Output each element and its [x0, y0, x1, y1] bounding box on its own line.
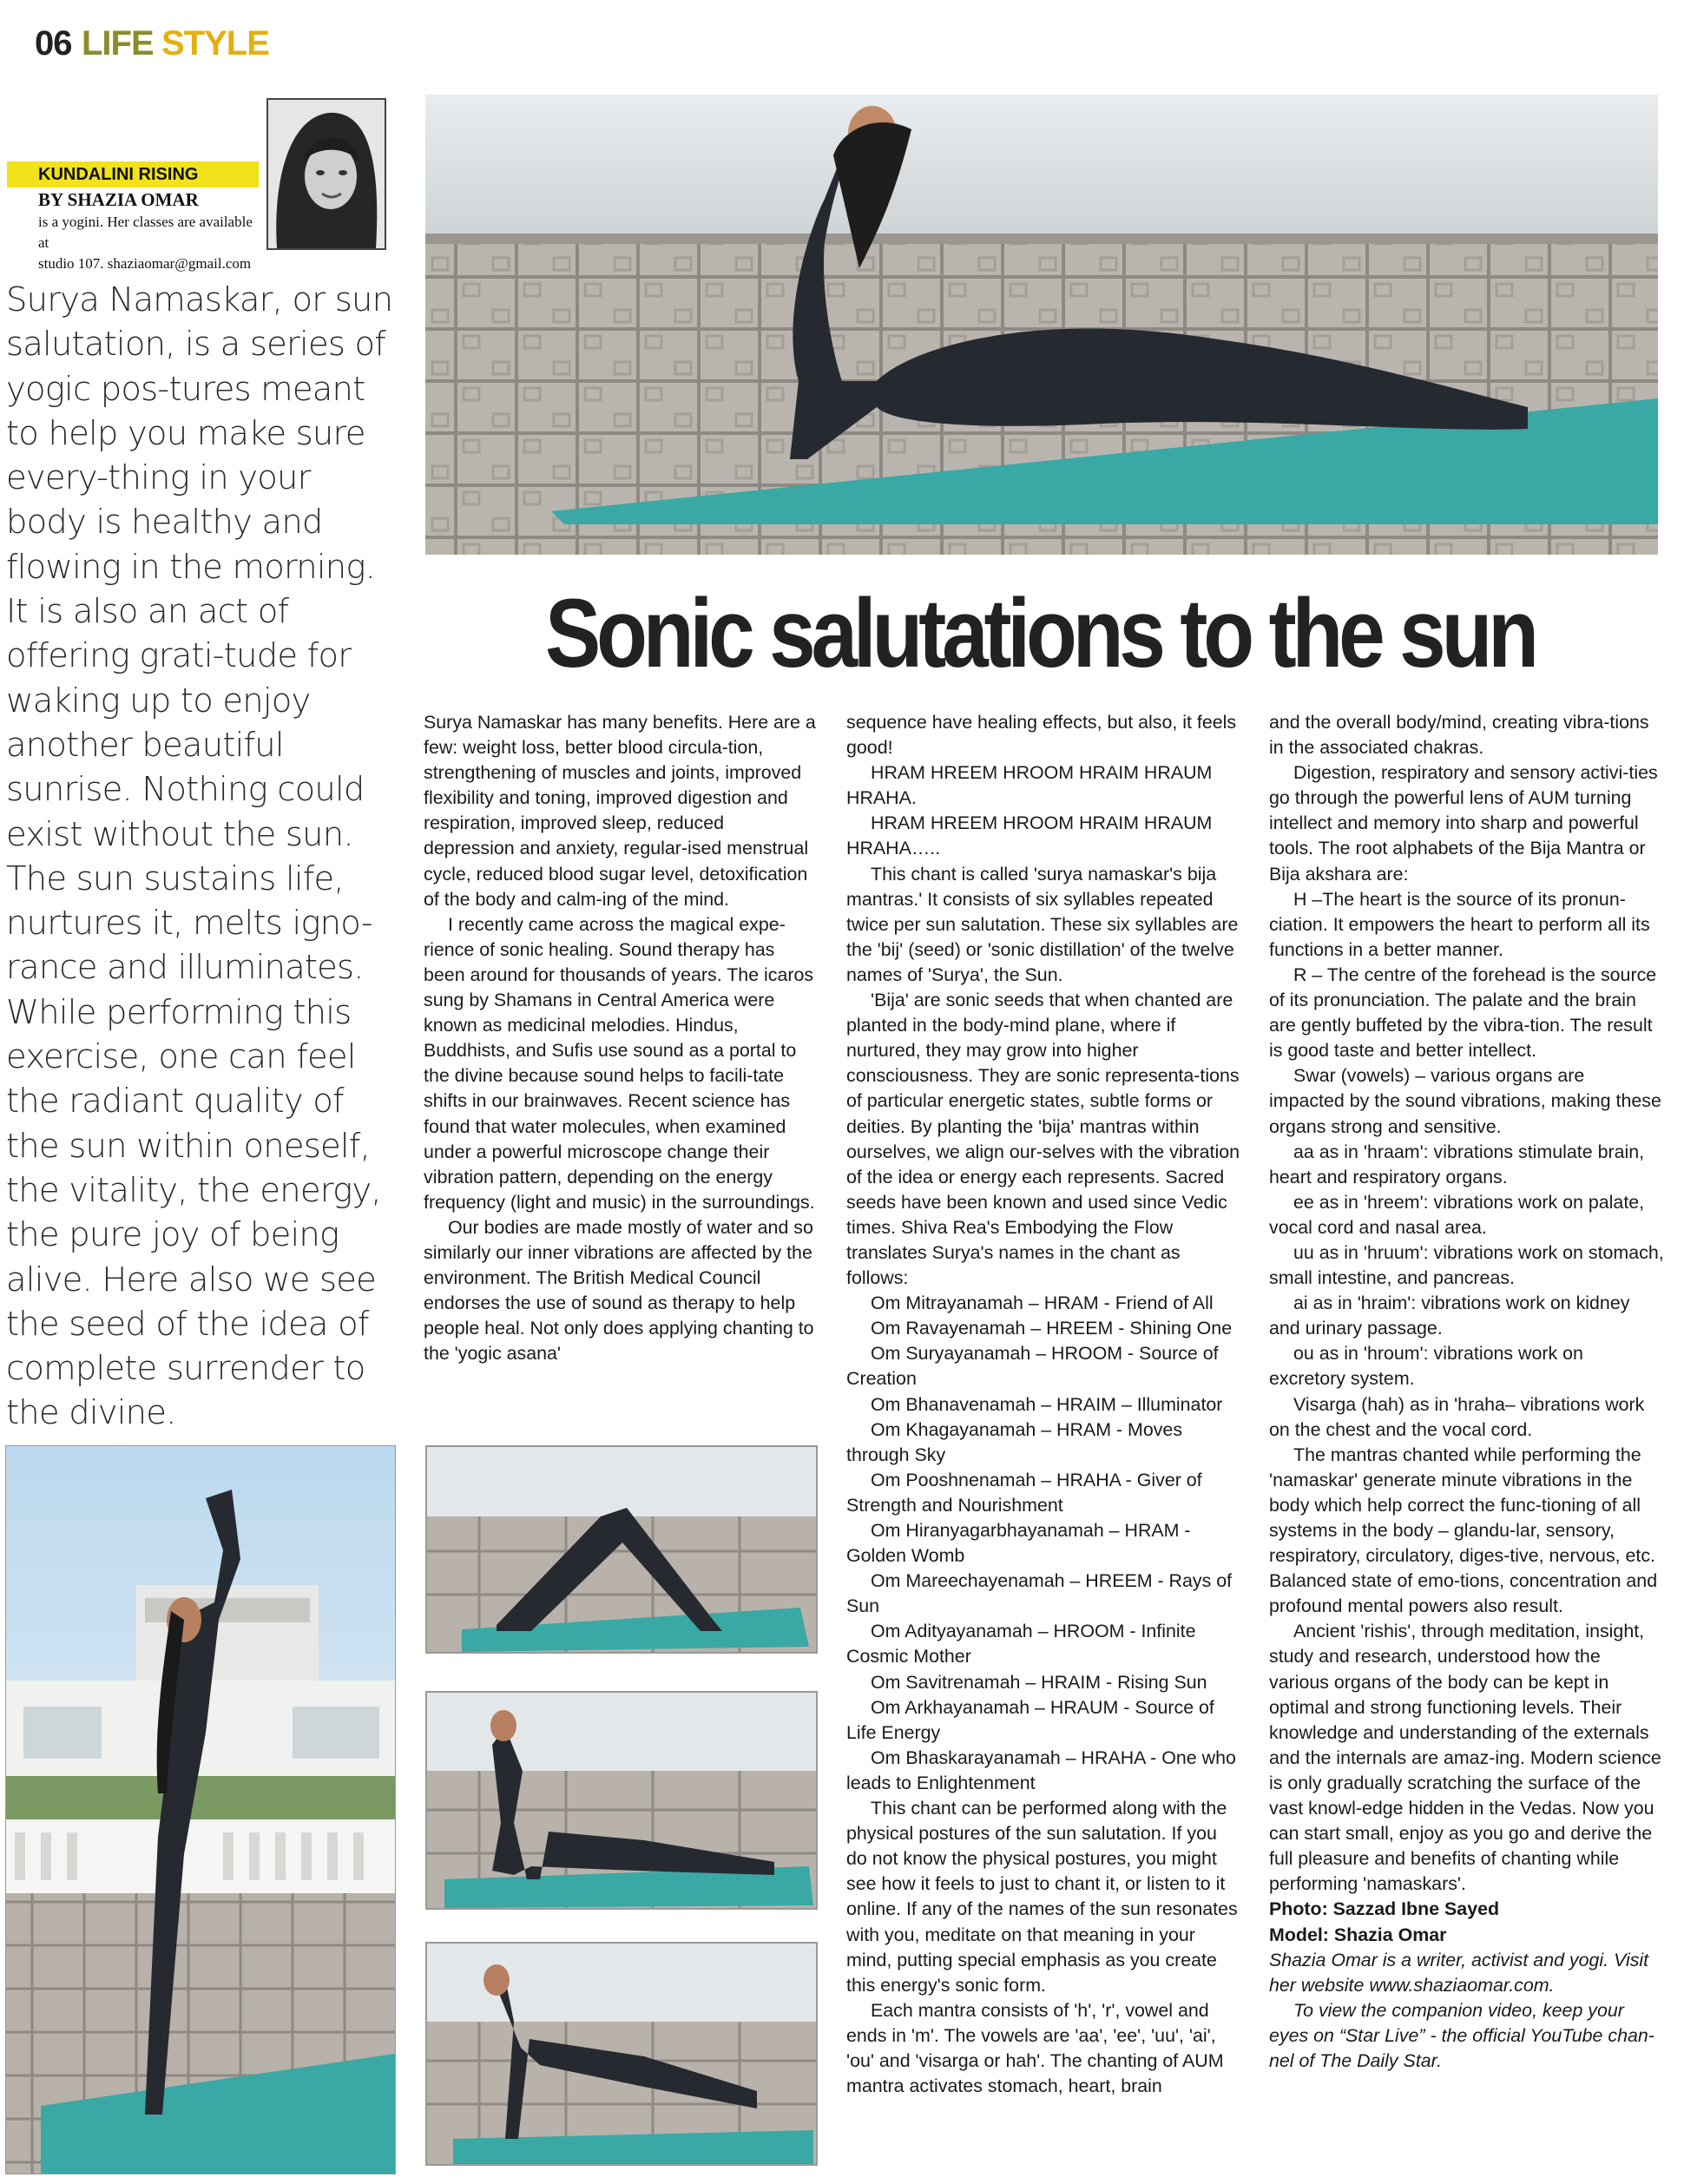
paragraph: Digestion, respiratory and sensory activi-ties go through the powerful lens of AUM turning intellect and memory into sharp and powerful tools. The root alphabets of the Bija Mantra or Bija akshara are: — [1269, 762, 1658, 885]
upward-dog-image — [427, 1693, 816, 1908]
mantra-line: HRAM HREEM HROOM HRAIM HRAUM HRAHA….. — [846, 812, 1213, 859]
paragraph: 'Bija' are sonic seeds that when chanted are planted in the body-mind plane, where if nurtured, they may grow into higher consciousness. They are sonic representa-tions of particular energetic states, subtle forms or deities. By planting the 'bija' mantras within ourselves, we align our-selves with the vibration of the idea or energy each represents. Sacred seeds have been known and used since Vedic times. Shiva Rea's Embodying the Flow translates Surya's names in the chant as follows: — [846, 990, 1240, 1289]
headline: Sonic salutations to the sun — [545, 579, 1535, 687]
mantra-name: Om Hiranyagarbhayanamah – HRAM - Golden Womb — [846, 1520, 1191, 1567]
paragraph: H –The heart is the source of its pronun-ciation. It empowers the heart to perform all its functions in a better manner. — [1269, 888, 1650, 960]
paragraph: Swar (vowels) – various organs are impacted by the sound vibrations, making these organs strong and sensitive. — [1269, 1065, 1661, 1137]
mantra-name: Om Khagayanamah – HRAM - Moves through Sky — [846, 1418, 1183, 1465]
article-column-2 — [846, 710, 1241, 2099]
article-column-3 — [1269, 710, 1664, 2074]
photo-plank — [425, 1942, 818, 2166]
paragraph: sequence have healing effects, but also, it feels good! — [846, 712, 1237, 759]
paragraph: uu as in 'hruum': vibrations work on stomach, small intestine, and pancreas. — [1269, 1241, 1664, 1289]
photo-downward-dog — [425, 1445, 818, 1654]
paragraph: The mantras chanted while performing the 'namaskar' generate minute vibrations in the body which help correct the func-tioning of all systems in the body – glandu-lar, sensory, respiratory, circulatory, diges-tive, nervous, etc. Balanced state of emo-tions, concentration and profound mental powers also result. — [1269, 1444, 1658, 1617]
mantra-name: Om Savitrenamah – HRAIM - Rising Sun — [871, 1671, 1207, 1693]
paragraph: Our bodies are made mostly of water and so similarly our inner vibrations are affected by the environment. The British Medical Council endorses the use of sound as therapy to help people heal. Not only does applying chanting to the 'yogic asana' — [424, 1216, 814, 1365]
mantra-name: Om Pooshnenamah – HRAHA - Giver of Strength and Nourishment — [846, 1469, 1202, 1516]
paragraph: I recently came across the magical expe-rience of sonic healing. Sound therapy has been around for thousands of years. The icaros sung by Shamans in Central America were known as medicinal melodies. Hindus, Buddhists, and Sufis use sound as a portal to the divine because sound helps to facili-tate shifts in our brainwaves. Recent science has found that water molecules, when examined under a powerful microscope change their vibration pattern, depending on the energy frequency (light and music) in the surroundings. — [424, 913, 815, 1213]
column-kicker — [7, 161, 259, 187]
paragraph: and the overall body/mind, creating vibra-tions in the associated chakras. — [1269, 712, 1649, 759]
mantra-name: Om Ravayenamah – HREEM - Shining One — [871, 1318, 1233, 1339]
photo-standing-salute — [5, 1445, 396, 2174]
downward-dog-image — [427, 1447, 816, 1652]
video-note: To view the companion video, keep your eyes on “Star Live” - the official YouTube chan-nel of The Daily Star. — [1269, 1999, 1654, 2071]
author-bio-line: studio 107. shaziaomar@gmail.com — [38, 255, 252, 272]
cobra-pose-image — [425, 95, 1658, 555]
paragraph: Each mantra consists of 'h', 'r', vowel and ends in 'm'. The vowels are 'aa', 'ee', 'uu', 'ai', 'ou' and 'visarga or hah'. The chanting of AUM mantra activates stomach, heart, brain — [846, 1999, 1224, 2097]
plank-image — [427, 1944, 816, 2164]
paragraph: This chant can be performed along with the physical postures of the sun salutation. If you do not know the physical postures, you might see how it feels to just to chant it, or listen to it online. If any of the names of the sun resonates with you, meditate on that meaning in your mind, putting special emphasis as you create this energy's sonic form. — [846, 1798, 1238, 1996]
photo-upward-dog — [425, 1691, 818, 1910]
paragraph: R – The centre of the forehead is the source of its pronunciation. The palate and the brain are gently buffeted by the vibra-tion. The result is good taste and better intellect. — [1269, 964, 1657, 1062]
article-column-1 — [424, 710, 819, 1366]
author-photo — [266, 98, 386, 250]
mantra-name: Om Mareechayenamah – HREEM - Rays of Sun — [846, 1570, 1233, 1617]
paragraph: This chant is called 'surya namaskar's bija mantras.' It consists of six syllables repeated twice per sun salutation. These six syllables are the 'bij' (seed) or 'sonic distillation' of the twelve names of 'Surya', the Sun. — [846, 863, 1239, 985]
paragraph: Visarga (hah) as in 'hraha– vibrations work on the chest and the vocal cord. — [1269, 1393, 1645, 1440]
paragraph: ou as in 'hroum': vibrations work on excretory system. — [1269, 1343, 1583, 1390]
mantra-name: Om Bhanavenamah – HRAIM – Illuminator — [871, 1393, 1223, 1415]
section-title-style: STYLE — [161, 24, 269, 62]
paragraph: aa as in 'hraam': vibrations stimulate brain, heart and respiratory organs. — [1269, 1141, 1645, 1187]
author-byline: BY SHAZIA OMAR — [38, 189, 199, 210]
mantra-name: Om Bhaskarayanamah – HRAHA - One who leads to Enlightenment — [846, 1747, 1236, 1793]
hero-photo-cobra-pose — [425, 95, 1658, 555]
author-bio — [38, 212, 264, 274]
mantra-line: HRAM HREEM HROOM HRAIM HRAUM HRAHA. — [846, 762, 1213, 809]
author-portrait-image — [268, 100, 385, 248]
mantra-name: Om Suryayanamah – HROOM - Source of Creation — [846, 1343, 1219, 1390]
kicker-text: KUNDALINI RISING — [38, 165, 199, 184]
model-credit: Model: Shazia Omar — [1269, 1924, 1447, 1945]
author-bio-line: is a yogini. Her classes are available at — [38, 214, 253, 251]
mantra-name: Om Arkhayanamah – HRAUM - Source of Life Energy — [846, 1696, 1214, 1743]
standing-pose-image — [6, 1446, 395, 2174]
paragraph: ai as in 'hraim': vibrations work on kidney and urinary passage. — [1269, 1293, 1630, 1339]
paragraph: Surya Namaskar has many benefits. Here are a few: weight loss, better blood circula-tion, strengthening of muscles and joints, improved flexibility and toning, improved digestion and respiration, improved sleep, reduced depression and anxiety, regular-ised menstrual cycle, reduced blood sugar level, detoxification of the body and calm-ing of the mind. — [424, 712, 816, 910]
paragraph: ee as in 'hreem': vibrations work on palate, vocal cord and nasal area. — [1269, 1191, 1645, 1238]
mantra-name: Om Mitrayanamah – HRAM - Friend of All — [871, 1293, 1214, 1314]
section-title-life: LIFE — [82, 24, 154, 62]
mantra-name: Om Adityayanamah – HROOM - Infinite Cosmic Mother — [846, 1621, 1196, 1668]
page-number: 06 — [35, 24, 72, 62]
paragraph: Ancient 'rishis', through meditation, insight, study and research, understood how the various organs of the body can be kept in optimal and strong functioning levels. Their knowledge and understanding of the externals and the internals are amaz-ing. Modern science is only gradually scratching the surface of the vast knowl-edge hidden in the Vedas. Now you can start small, enjoy as you go and derive the full pleasure and benefits of chanting while performing 'namaskars'. — [1269, 1621, 1661, 1895]
intro-text: Surya Namaskar, or sun salutation, is a series of yogic pos-tures meant to help you make sure every-thing in your body is healthy and flowing in the morning. It is also an act of offering grati-tude for waking up to enjoy another beautiful sunrise. Nothing could exist without the sun. The sun sustains life, nurtures it, melts igno-rance and illuminates. While performing this exercise, one can feel the radiant quality of the sun within oneself, the vitality, the energy, the pure joy of being alive. Here also we see the seed of the idea of complete surrender to the divine. — [6, 280, 393, 1433]
photo-credit: Photo: Sazzad Ibne Sayed — [1269, 1898, 1500, 1920]
author-note: Shazia Omar is a writer, activist and yogi. Visit her website www.shaziaomar.com. — [1269, 1949, 1649, 1996]
